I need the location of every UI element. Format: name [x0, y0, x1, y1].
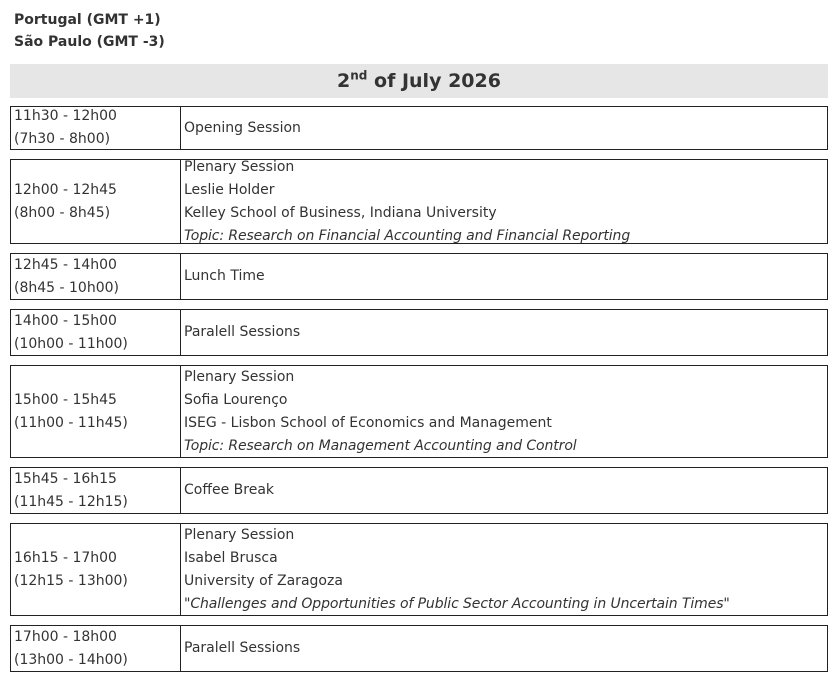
session-cell	[181, 160, 827, 243]
time-cell	[11, 107, 181, 149]
date-title	[337, 70, 501, 92]
time-cell	[11, 310, 181, 355]
date-header	[10, 64, 828, 98]
time-cell	[11, 366, 181, 457]
schedule-row-coffee	[10, 467, 828, 514]
schedule-row-plenary-2	[10, 365, 828, 458]
session-title: Plenary Session	[184, 526, 295, 543]
session-cell	[181, 626, 827, 671]
session-cell	[181, 107, 827, 149]
schedule-row-plenary-3	[10, 523, 828, 616]
session-cell	[181, 524, 827, 615]
time-portugal: 12h45 - 14h00	[14, 256, 117, 273]
schedule-row-parallel-1	[10, 309, 828, 356]
date-month-year: of July 2026	[367, 70, 501, 92]
session-cell	[181, 310, 827, 355]
session-cell	[181, 468, 827, 513]
timezone-portugal: Portugal (GMT +1)	[14, 12, 161, 28]
session-speaker: Sofia Lourenço	[184, 391, 288, 408]
time-cell	[11, 468, 181, 513]
session-title: Paralell Sessions	[184, 324, 301, 340]
time-portugal: 15h00 - 15h45	[14, 391, 117, 408]
session-title: Lunch Time	[184, 268, 265, 284]
time-portugal: 16h15 - 17h00	[14, 549, 117, 566]
session-affiliation: Kelley School of Business, Indiana University	[184, 204, 497, 221]
time-portugal: 17h00 - 18h00	[14, 628, 117, 645]
time-cell	[11, 626, 181, 671]
schedule-row-plenary-1	[10, 159, 828, 244]
time-brazil: (13h00 - 14h00)	[14, 651, 128, 668]
time-cell	[11, 254, 181, 299]
session-title: Plenary Session	[184, 368, 295, 385]
schedule-row-parallel-2	[10, 625, 828, 672]
schedule-row-lunch	[10, 253, 828, 300]
session-topic: "Challenges and Opportunities of Public Sector Accounting in Uncertain Times"	[184, 595, 730, 612]
session-speaker: Leslie Holder	[184, 181, 275, 198]
session-speaker: Isabel Brusca	[184, 549, 278, 566]
time-brazil: (7h30 - 8h00)	[14, 131, 111, 147]
session-affiliation: ISEG - Lisbon School of Economics and Management	[184, 414, 552, 431]
session-title: Coffee Break	[184, 482, 275, 498]
time-cell	[11, 524, 181, 615]
time-portugal: 14h00 - 15h00	[14, 312, 117, 329]
time-brazil: (12h15 - 13h00)	[14, 572, 128, 589]
time-brazil: (8h00 - 8h45)	[14, 204, 111, 221]
session-affiliation: University of Zaragoza	[184, 572, 343, 589]
time-brazil: (11h00 - 11h45)	[14, 414, 128, 431]
session-title: Opening Session	[184, 119, 301, 136]
time-cell	[11, 160, 181, 243]
session-cell	[181, 366, 827, 457]
date-suffix: nd	[350, 68, 368, 83]
timezone-legend	[14, 9, 165, 53]
time-portugal: 11h30 - 12h00	[14, 108, 117, 124]
session-cell	[181, 254, 827, 299]
time-brazil: (8h45 - 10h00)	[14, 279, 119, 296]
time-brazil: (11h45 - 12h15)	[14, 493, 128, 510]
time-portugal: 15h45 - 16h15	[14, 470, 117, 487]
schedule-row-opening	[10, 106, 828, 150]
time-portugal: 12h00 - 12h45	[14, 181, 117, 198]
date-day: 2	[337, 70, 351, 92]
session-title: Plenary Session	[184, 158, 295, 175]
session-title: Paralell Sessions	[184, 640, 301, 656]
session-topic: Topic: Research on Management Accounting and Control	[184, 437, 577, 454]
time-brazil: (10h00 - 11h00)	[14, 335, 128, 352]
session-topic: Topic: Research on Financial Accounting and Financial Reporting	[184, 227, 631, 244]
timezone-brazil: São Paulo (GMT -3)	[14, 34, 165, 50]
